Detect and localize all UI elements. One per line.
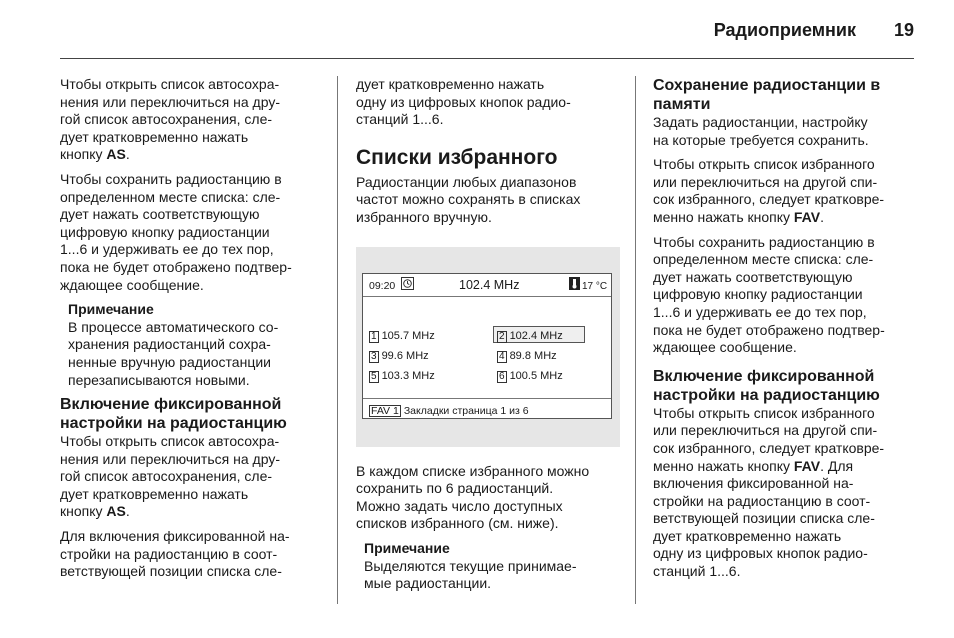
display-separator — [363, 296, 611, 297]
display-separator — [363, 398, 611, 399]
section-heading: Списки избранного — [356, 145, 558, 169]
section-heading: Включение фиксированной настройки на радиостанцию — [653, 367, 880, 404]
as-button-label: AS — [106, 503, 126, 520]
column-3 — [653, 76, 915, 588]
section-title: Радиоприемник — [713, 20, 856, 40]
paragraph: Радиостанции любых диапазонов частот можно сохранять в списках избранного вручную. — [356, 173, 581, 225]
paragraph: Чтобы открыть список избранного или переключиться на другой спи- сок избранного, следует кратковре- менно нажать кнопку FAV. Для включения фиксированной на- стройки на радиостанцию в соот- ветствующей позиции списка сле- дует кратковременно нажать одну из цифровых кнопок радио- станций 1...6. — [653, 404, 885, 580]
temperature: 17 °C — [582, 280, 608, 292]
header-divider — [60, 58, 914, 59]
section-heading: Сохранение радиостанции в памяти — [653, 77, 881, 113]
column-divider — [635, 76, 636, 604]
page-number: 19 — [893, 20, 914, 40]
paragraph: Для включения фиксированной на- стройки на радиостанцию в соот- ветствующей позиции списка сле- — [60, 528, 290, 580]
radio-display-figure — [356, 247, 620, 447]
fav-button-label: FAV — [793, 208, 821, 225]
clock-icon — [401, 277, 414, 297]
radio-display-screen — [362, 273, 612, 419]
paragraph: дует кратковременно нажать одну из цифровых кнопок радио- станций 1...6. — [356, 76, 571, 128]
paragraph: Чтобы сохранить радиостанцию в определенном месте списка: сле- дует нажать соответствующую цифровую кнопку радиостанции 1...6 и удерживать ее до тех пор, пока не будет отображено подтвер- ждающее сообщение. — [653, 233, 885, 356]
paragraph: Задать радиостанции, настройку на которые требуется сохранить. — [653, 114, 869, 148]
note-title: Примечание — [68, 301, 154, 318]
preset-2[interactable]: 2 102.4 MHz — [499, 329, 563, 342]
column-divider — [337, 76, 338, 604]
as-button-label: AS — [106, 146, 126, 163]
favourites-status: FAV 1 Закладки страница 1 из 6 — [371, 404, 529, 417]
column-2 — [356, 76, 626, 599]
preset-1[interactable]: 1 105.7 MHz — [371, 329, 435, 342]
preset-5[interactable]: 5 103.3 MHz — [371, 369, 435, 382]
note-text: Выделяются текущие принимае- мые радиостанции. — [364, 557, 577, 592]
column-1 — [60, 76, 320, 588]
thermometer-icon — [569, 277, 580, 297]
paragraph: В каждом списке избранного можно сохранить по 6 радиостанций. Можно задать число доступных списков избранного (см. ниже). — [356, 462, 590, 532]
preset-3[interactable]: 3 99.6 MHz — [371, 349, 429, 362]
preset-4[interactable]: 4 89.8 MHz — [499, 349, 557, 362]
clock: 09:20 — [369, 279, 396, 292]
paragraph: Чтобы сохранить радиостанцию в определенном месте списка: сле- дует нажать соответствующую цифровую кнопку радиостанции 1...6 и удерживать ее до тех пор, пока не будет отображено подтвер- ждающее сообщение. — [60, 170, 292, 293]
note-title: Примечание — [364, 539, 450, 556]
fav-list-label: FAV 1 — [371, 404, 399, 417]
paragraph: Чтобы открыть список избранного или переключиться на другой спи- сок избранного, следует кратковре- менно нажать кнопку FAV. — [653, 156, 885, 225]
fav-button-label: FAV — [793, 457, 821, 474]
paragraph: Чтобы открыть список автосохра- нения или переключиться на дру- гой список автосохранения, сле- дует кратковременно нажать кнопку AS. — [60, 76, 280, 163]
paragraph: Чтобы открыть список автосохра- нения или переключиться на дру- гой список автосохранения, сле- дует кратковременно нажать кнопку AS. — [60, 433, 280, 520]
note-text: В процессе автоматического со- хранения радиостанций сохра- ненные вручную радиостанции перезаписываются новыми. — [68, 318, 279, 388]
preset-6[interactable]: 6 100.5 MHz — [499, 369, 563, 382]
current-frequency: 102.4 MHz — [459, 277, 520, 292]
section-heading: Включение фиксированной настройки на радиостанцию — [60, 396, 287, 433]
